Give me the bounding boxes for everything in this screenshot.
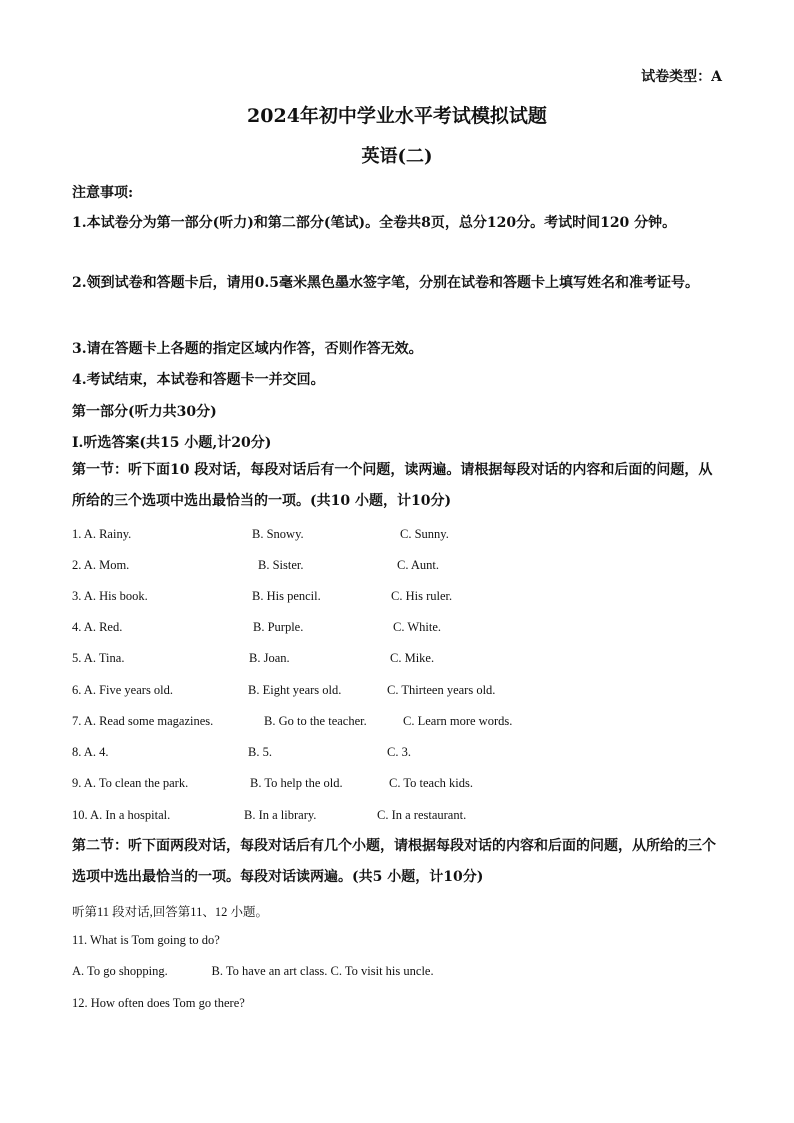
q4-option-a: 4. A. Red. <box>72 620 123 634</box>
q5-option-b: B. Joan. <box>249 651 290 665</box>
q8-option-c: C. 3. <box>387 745 411 759</box>
q8-option-a: 8. A. 4. <box>72 745 109 759</box>
q9-option-b: B. To help the old. <box>250 776 343 790</box>
q6-option-c: C. Thirteen years old. <box>387 683 496 697</box>
sub1-instructions: 第一节：听下面10 段对话，每段对话后有一个问题，读两遍。请根据每段对话的内容和后面的问题，从所给的三个选项中选出最恰当的一项。(共10 小题，计10分) <box>72 462 713 509</box>
q4-option-c: C. White. <box>393 620 442 634</box>
q6-option-b: B. Eight years old. <box>248 683 342 697</box>
question-11-options: A. To go shopping. B. To have an art class. C. To visit his uncle. <box>72 964 434 978</box>
sub2-instructions: 第二节：听下面两段对话，每段对话后有几个小题，请根据每段对话的内容和后面的问题，从所给的三个选项中选出最恰当的一项。每段对话读两遍。(共5 小题，计10分) <box>72 838 716 885</box>
note-item-1: 1.本试卷分为第一部分(听力)和第二部分(笔试)。全卷共8页，总分120分。考试时间120 分钟。 <box>72 215 677 231</box>
paper-type-label: 试卷类型：A <box>641 69 722 85</box>
q6-option-a: 6. A. Five years old. <box>72 683 174 697</box>
dialogue11-intro: 听第11 段对话,回答第11、12 小题。 <box>72 905 268 919</box>
q2-option-c: C. Aunt. <box>397 558 440 572</box>
section1-heading: Ⅰ.听选答案(共15 小题,计20分) <box>72 435 272 451</box>
q9-option-a: 9. A. To clean the park. <box>72 776 189 790</box>
q1-option-c: C. Sunny. <box>400 527 449 541</box>
question-11: 11. What is Tom going to do? <box>72 933 220 947</box>
exam-title: 2024年初中学业水平考试模拟试题 <box>247 105 547 127</box>
notes-heading: 注意事项: <box>72 185 134 201</box>
part1-heading: 第一部分(听力共30分) <box>72 404 217 420</box>
q7-option-b: B. Go to the teacher. <box>264 714 367 728</box>
note-item-3: 3.请在答题卡上各题的指定区域内作答，否则作答无效。 <box>72 341 423 357</box>
q10-option-a: 10. A. In a hospital. <box>72 808 171 822</box>
q4-option-b: B. Purple. <box>253 620 304 634</box>
q1-option-a: 1. A. Rainy. <box>72 527 132 541</box>
q10-option-b: B. In a library. <box>244 808 317 822</box>
q5-option-a: 5. A. Tina. <box>72 651 125 665</box>
question-12: 12. How often does Tom go there? <box>72 996 245 1010</box>
note-item-2: 2.领到试卷和答题卡后，请用0.5毫米黑色墨水签字笔，分别在试卷和答题卡上填写姓名和准考证号。 <box>72 275 699 291</box>
q3-option-a: 3. A. His book. <box>72 589 148 603</box>
q9-option-c: C. To teach kids. <box>389 776 473 790</box>
exam-subtitle: 英语(二) <box>361 146 433 167</box>
q2-option-a: 2. A. Mom. <box>72 558 130 572</box>
q8-option-b: B. 5. <box>248 745 272 759</box>
note-item-4: 4.考试结束，本试卷和答题卡一并交回。 <box>72 372 325 388</box>
q1-option-b: B. Snowy. <box>252 527 304 541</box>
q2-option-b: B. Sister. <box>258 558 304 572</box>
q7-option-c: C. Learn more words. <box>403 714 513 728</box>
q7-option-a: 7. A. Read some magazines. <box>72 714 214 728</box>
q3-option-b: B. His pencil. <box>252 589 321 603</box>
q10-option-c: C. In a restaurant. <box>377 808 467 822</box>
q5-option-c: C. Mike. <box>390 651 435 665</box>
q3-option-c: C. His ruler. <box>391 589 453 603</box>
